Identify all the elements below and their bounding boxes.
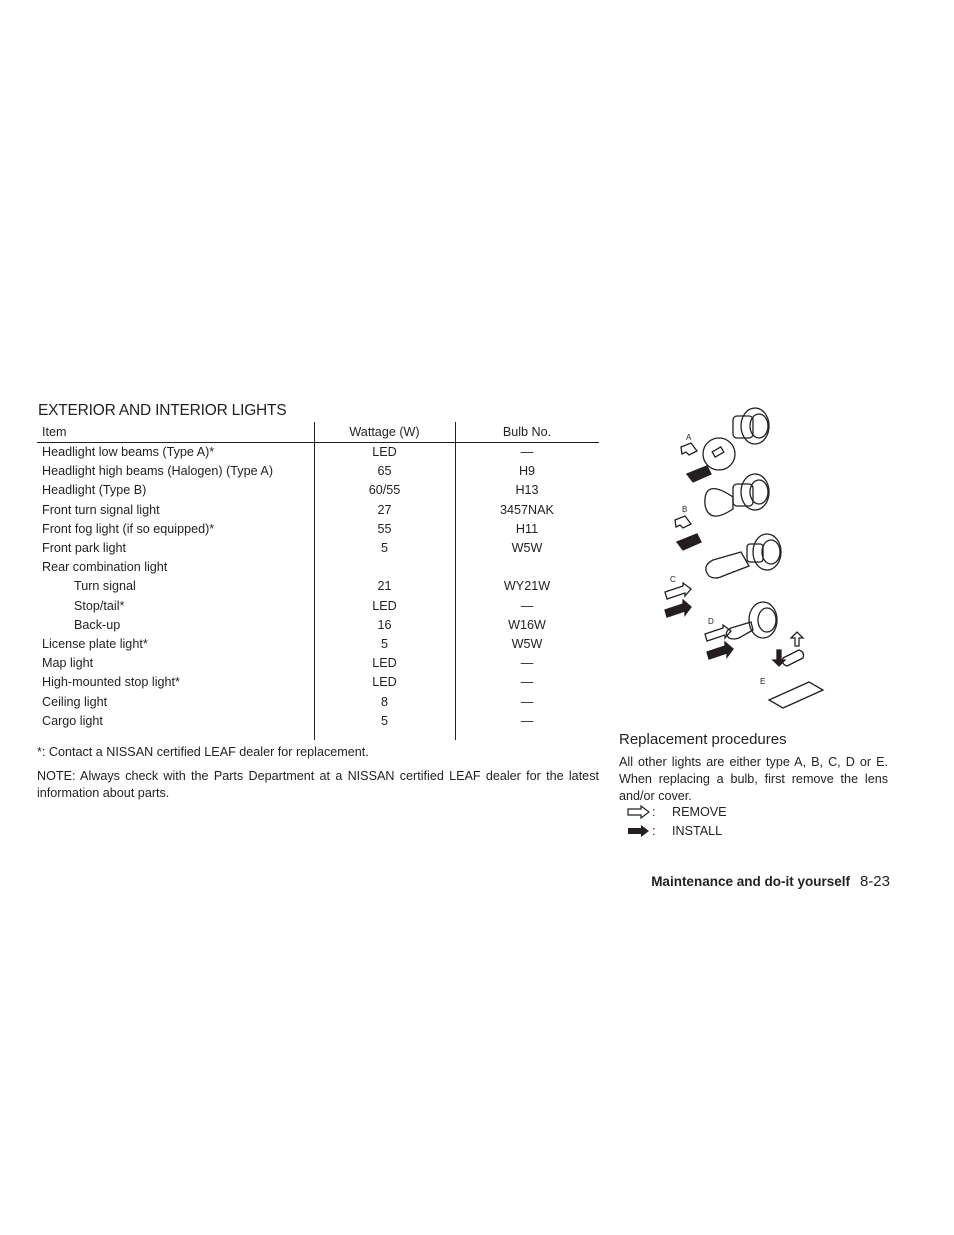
cell-item: Stop/tail* — [74, 598, 125, 613]
cell-wattage: 60/55 — [368, 483, 401, 498]
legend-colon: : — [652, 824, 656, 838]
cell-bulb: — — [520, 445, 534, 459]
table-row — [37, 522, 599, 541]
cell-wattage: 5 — [380, 713, 388, 728]
page-footer — [651, 873, 890, 890]
footer-section: Maintenance and do-it yourself — [651, 874, 850, 889]
cell-bulb: WY21W — [503, 579, 551, 594]
table-row — [37, 637, 599, 656]
table-row — [37, 503, 599, 522]
svg-text:D: D — [708, 617, 714, 626]
cell-wattage: 21 — [377, 579, 392, 594]
cell-item: Front park light — [42, 541, 126, 555]
header-item: Item — [42, 425, 67, 439]
section-title: EXTERIOR AND INTERIOR LIGHTS — [38, 402, 287, 419]
bulb-type-d-icon — [705, 602, 777, 659]
cell-wattage: 8 — [380, 694, 388, 709]
bulb-table — [37, 422, 599, 742]
svg-text:A: A — [686, 433, 692, 442]
replacement-title: Replacement procedures — [619, 731, 787, 748]
bulb-illustration — [655, 402, 835, 712]
cell-wattage: 55 — [377, 521, 392, 536]
parts-note: NOTE: Always check with the Parts Department at a NISSAN certified LEAF dealer for the latest information about parts. — [37, 769, 599, 800]
cell-item: Ceiling light — [42, 694, 108, 709]
cell-bulb: — — [520, 656, 534, 671]
table-header — [37, 425, 599, 444]
header-bulb: Bulb No. — [502, 425, 552, 439]
replacement-body: All other lights are either type A, B, C, D or E. When replacing a bulb, first remove the lens and/or cover. — [619, 755, 888, 803]
cell-wattage: 5 — [380, 541, 388, 555]
table-row — [37, 714, 599, 733]
svg-text:B: B — [682, 505, 688, 514]
cell-item: Rear combination light — [42, 560, 168, 575]
cell-item: Back-up — [74, 617, 121, 632]
cell-wattage: LED — [372, 598, 397, 613]
table-row — [37, 579, 599, 598]
bulb-type-e-icon — [760, 632, 823, 708]
page-number: 8-23 — [859, 873, 890, 890]
legend-install-label: INSTALL — [672, 824, 723, 838]
cell-item: Front fog light (if so equipped)* — [42, 521, 215, 536]
table-row — [37, 599, 599, 618]
cell-item: Headlight (Type B) — [42, 483, 147, 498]
table-row — [37, 695, 599, 714]
cell-bulb: — — [520, 694, 534, 709]
table-row — [37, 560, 599, 579]
table-row — [37, 675, 599, 694]
cell-bulb: W16W — [508, 617, 546, 632]
cell-bulb: H13 — [515, 483, 539, 498]
cell-item: Turn signal — [74, 579, 136, 594]
cell-item: License plate light* — [42, 637, 148, 651]
bulb-type-a-icon — [681, 408, 769, 482]
legend-install — [627, 823, 722, 839]
cell-wattage: 65 — [377, 464, 392, 479]
cell-wattage: LED — [372, 445, 397, 459]
cell-bulb: 3457NAK — [500, 502, 554, 517]
cell-item: Headlight low beams (Type A)* — [42, 445, 215, 459]
cell-item: Front turn signal light — [42, 502, 160, 517]
cell-wattage: 5 — [380, 637, 388, 651]
header-wattage: Wattage (W) — [349, 425, 420, 439]
cell-bulb: — — [520, 713, 534, 728]
cell-wattage: LED — [372, 675, 397, 690]
cell-item: High-mounted stop light* — [42, 675, 180, 690]
cell-item: Map light — [42, 656, 94, 671]
cell-bulb: H9 — [518, 464, 536, 479]
cell-bulb: H11 — [515, 521, 539, 536]
svg-text:E: E — [760, 677, 766, 686]
cell-wattage: 16 — [377, 617, 392, 632]
table-row — [37, 541, 599, 560]
bulb-type-b-icon — [675, 474, 769, 550]
legend-colon: : — [652, 805, 656, 819]
legend-remove — [627, 804, 727, 820]
cell-wattage: LED — [372, 656, 397, 671]
cell-wattage: 27 — [377, 502, 392, 517]
cell-bulb: W5W — [511, 541, 543, 555]
solid-arrow-icon — [627, 824, 651, 838]
svg-text:C: C — [670, 575, 676, 584]
table-row — [37, 618, 599, 637]
table-row — [37, 445, 599, 464]
cell-bulb: W5W — [511, 637, 543, 651]
cell-bulb: — — [520, 598, 534, 613]
cell-bulb: — — [520, 675, 534, 690]
cell-item: Cargo light — [42, 713, 103, 728]
footnote: *: Contact a NISSAN certified LEAF dealer for replacement. — [37, 745, 369, 759]
table-row — [37, 656, 599, 675]
legend-remove-label: REMOVE — [672, 805, 727, 819]
table-row — [37, 464, 599, 483]
table-row — [37, 483, 599, 502]
outline-arrow-icon — [627, 805, 651, 819]
cell-item: Headlight high beams (Halogen) (Type A) — [42, 464, 274, 479]
